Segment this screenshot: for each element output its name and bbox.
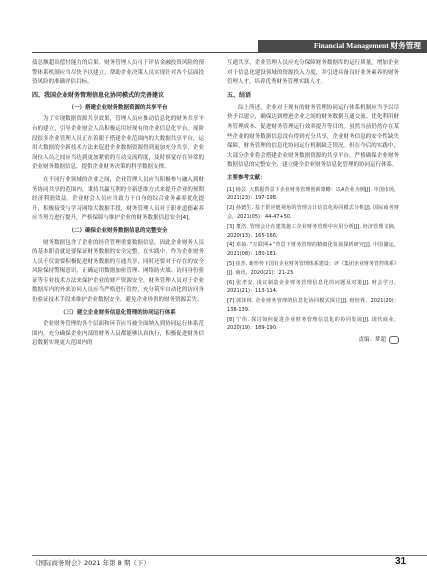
conclusion-paragraph: 综上所述，企业对于现有的财务管理协同运行体系机制应当予以尽快予以建立，确保达到增进企业之间的财务数据互通交流、优化利用财务管理成本、促进财务管理运行效率提升等目的。虽然当前仍然存在某些企业的财务数据信息没有得到充分共享，企业财务信息的安全性缺失保障，财务管理的信息化协同运行机制缺乏情况。但在今后的实践中，大部分企业将会搭建企业财务数据资源的共享平台，严格确保企业财务数据信息的完整安全，建立健全企业财务信息化管理的协同运行体系。 [227, 104, 399, 169]
paragraph-continuation: 互通共享，企业管理人员应充分保障财务数据库的运行质量。增加企业对于信息化建设领域的资源投入力度，并引进具备良好业务素养的财务管理人才，培养优秀财务管理实践人才。 [227, 60, 399, 86]
subsection-1-heading: （一）搭建企业财务数据资源的共享平台 [68, 104, 168, 111]
reference-item: [6] 张孝安. 浅议制造企业财务管理信息化的问题及对策[J]. 财会学习，2021(21)：113-114. [227, 279, 399, 295]
reference-item: [7] 郭泽林. 企业财务管理的信息化协同模式探讨[J]. 财经界，2021(20)：138-139. [227, 298, 399, 313]
journal-issue: 《国际商务财会》2021 年第 8 期（下） [32, 559, 150, 567]
reference-item: [4] 邓茹. “互联网+”背景下财务管理的精细化发展探析研究[J]. 中国储运，2021(08)：180-181. [227, 242, 399, 258]
page-number: 31 [395, 556, 407, 567]
reference-item: [3] 董浩. 管理会计在建筑施工企业财务管理中应用分析[J]. 经济管理文摘，2020(13)：165-166. [227, 223, 399, 239]
section-5-heading: 五、结语 [227, 91, 252, 99]
body-paragraph: 为了实现数据资源共享效果，管理人员应推动信息化的财务共享平台的建立，引导企业财会人员积极运用好现有的企业信息化平台。现阶段很多企业管理人员正在着眼于搭建企业范围内的大数据共享平台，运用大数据的全新技术方法来促进企业数据资源得到更加充分共享，企业岗位人员之间应当达到更加紧密的互动交流程度，及时察觉存在异常的企业财务数据信息，提供企业财务决策的科学数据支撑。 [32, 116, 204, 171]
left-column [32, 59, 204, 352]
reference-item: [2] 孙德生. 基于供应链视角的管理会计信息化协同模式分析[J]. 国际商务财会，2021(05)：44-47+50. [227, 205, 399, 220]
body-paragraph: 在不同行业领域的企业之间，企业管理人员应当积极参与融入到财务协同共享的范围内，秉持共赢互利的全新思维方式来提升企业的预期经济利润效益。企业财会人员应当致力于自身的综合业务素养优化提升，积极接受与学习网络大数据手段，财务管理人员对于职业道德素养应当努力进行提升，严格保障与维护企业的财务数据信息安全[4]。 [32, 176, 204, 222]
reference-item: [8] 宁伟. 探讨如何促进企业财务管理信息化的协同发展[J]. 现代商业，2020(19)：189-190. [227, 316, 399, 332]
subsection-2-heading: （二）确保企业财务数据信息的完整安全 [68, 227, 168, 234]
header-divider [32, 52, 427, 53]
reference-item: [1] 杨芸. 大数据背景下企业财务管理创新策略：以A企业为例[J]. 中国市场，2021(23)：197-198. [227, 186, 399, 202]
editor-credit [227, 335, 399, 345]
editor-label: 责编：梦超 [358, 337, 386, 344]
body-paragraph: 企业财务管理的各个层面和环节应当被全面纳入到协同运行体系范围内，充分确保企业内部的财务人员都能够认真执行，积极促进财务信息数据实现更大范围内的 [32, 321, 204, 347]
journal-banner: Financial Management 财务管理 [258, 40, 427, 52]
references-heading: 主要参考文献： [227, 174, 266, 181]
footer-divider [32, 555, 427, 556]
reference-item: [5] 崔杰. 新形势下国有企业财务管理体系建设：评《集团企业财务管控体系》[J]. 商讯，2020(21)：21-23. [227, 260, 399, 276]
reference-list [227, 186, 399, 334]
editor-mark-icon [389, 336, 399, 344]
right-column [227, 59, 399, 345]
subsection-3-heading: （三）建立企业财务信息化管理的协同运行体系 [60, 309, 176, 316]
paragraph-continuation: 债总额超出偿付能力的后果。财务管理人员可于评估金融投资风险的预警体系机制应当尽快予以建立，帮助企业决策人员实现针对各个层面投资风险的准确评估目标。 [32, 60, 204, 86]
body-paragraph: 财务数据包含了企业的经营管理重要数据信息，因此企业财务人员的基本职责就是要保证财务数据的安全完整。在实践中，作为企业财务人员不仅需要积极促进财务数据的互通共享，同时还要对于存在的安全风险保持警惕意识，正确运用数据加密管理、网络防火墙、访问身份验证等专业技术方法来保护企业的财产资源安全。财务管理人员对于企业数据库内的外来访问人员应当严格进行管控，充分筑牢自动化的访问身份验证技术手段来维护企业数据安全，避免企业珍贵的财务资源丢失。 [32, 239, 204, 304]
section-4-heading: 四、我国企业财务管理信息化协同模式的完善建议 [32, 91, 165, 99]
